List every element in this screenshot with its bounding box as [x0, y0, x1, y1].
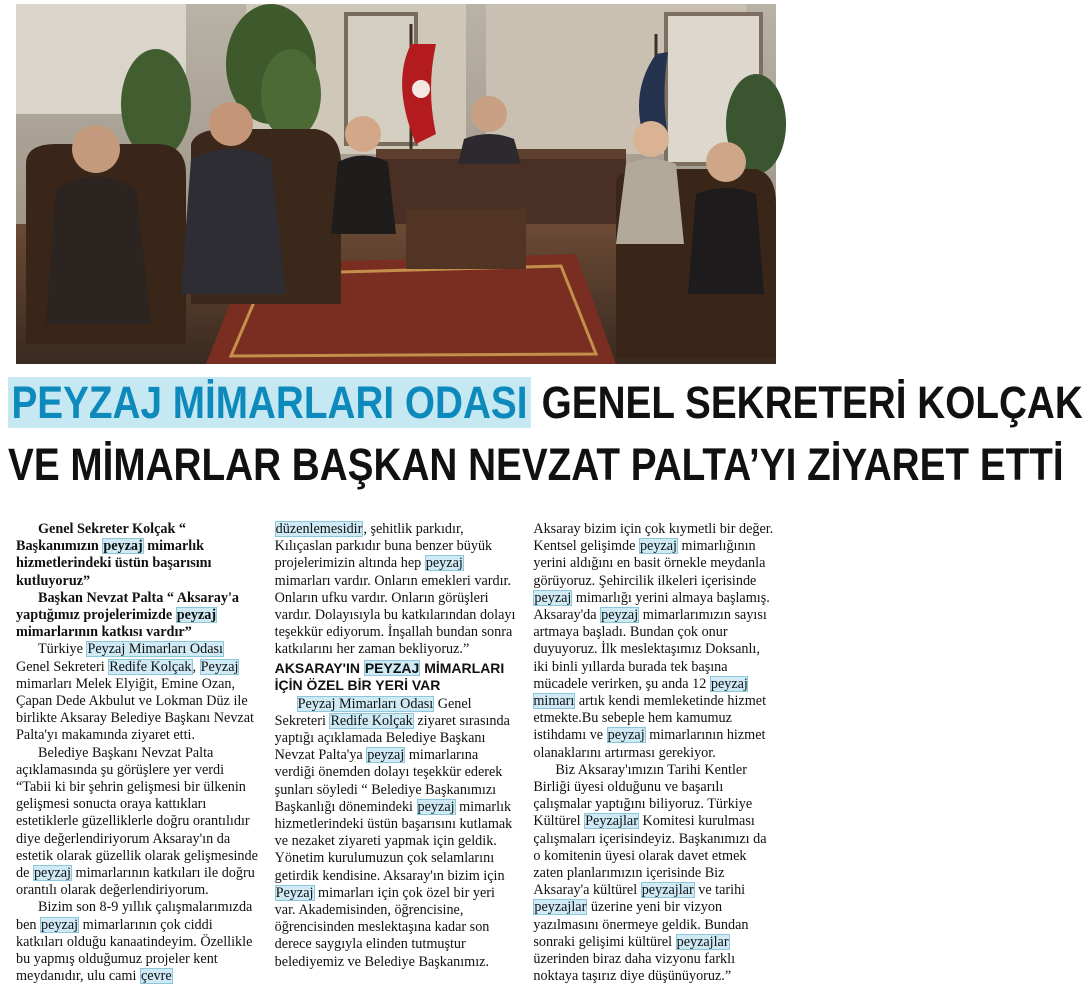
highlight: peyzaj: [367, 747, 405, 764]
highlight: Peyzaj: [275, 884, 314, 901]
text-run: Genel Sekreteri: [16, 658, 109, 675]
lead-quote-1: [16, 521, 259, 590]
highlight: peyzajlar: [676, 933, 729, 950]
text-run: üzerine yeni bir vizyon yazılmasını önermeye geldik. Bundan sonraki gelişimi kültürel: [533, 899, 749, 950]
lead-quote-2: [16, 590, 259, 642]
highlight: düzenlemesidir: [275, 521, 363, 537]
news-photo: [16, 4, 776, 364]
highlight: peyzaj: [425, 555, 463, 572]
text-run: AKSARAY'IN: [274, 659, 364, 676]
text-run: Başkan Nevzat Palta “ Aksaray'a yaptığımız projelerimizde: [16, 589, 239, 624]
column-2: [274, 521, 518, 970]
highlight: peyzajlar: [641, 882, 694, 899]
paragraph: [16, 745, 259, 900]
paragraph: [275, 696, 518, 971]
paragraph: [16, 641, 259, 744]
paragraph: [533, 762, 776, 985]
subheading: [275, 660, 518, 694]
highlight: peyzaj: [176, 607, 217, 624]
headline-line-1: [8, 372, 1083, 434]
text-run: Belediye Başkanı Nevzat Palta açıklamasında şu görüşlere yer verdi “Tabii ki bir şehrin gelişmesi bir ülkenin gelişmesi sonucta oraya kattıkları estetiklerle güzelliklerle doğru orantılıdır diye değerlendiriyorum Aksaray'ın da estetik olarak güzellik olarak gelişmesinde de: [16, 744, 258, 882]
highlight: peyzaj: [607, 727, 645, 744]
highlight: peyzaj: [639, 538, 677, 555]
paragraph: [16, 899, 259, 985]
highlight: çevre: [140, 968, 172, 985]
text-run: mimarlarının hizmet olanaklarını artırması gerekiyor.: [533, 727, 766, 761]
text-run: mimarlarımızın sayısı artmaya başladı. Bundan çok onur duyuyoruz. İlk meslektaşımız Doksanlı, iki binli yıllarda burada tek başına mücadele verirken, şu anda 12: [533, 607, 767, 692]
highlight: Peyzaj Mimarları Odası: [297, 695, 434, 712]
headline-line-1-rest: GENEL SEKRETERİ KOLÇAK: [530, 377, 1083, 428]
text-run: mimarlık hizmetlerindeki üstün başarısını kutluyoruz”: [16, 538, 212, 589]
paragraph: [275, 521, 518, 659]
text-run: , şehitlik parkıdır, Kılıçaslan parkıdır buna benzer büyük projelerimizin altında hep: [274, 521, 493, 572]
text-run: mimarlık hizmetlerindeki üstün başarısını kutlamak ve nezaket ziyareti yapmak için geldik. Yönetim kurulumuzun çok selamlarını getirdik kendisine. Aksaray'ın bizim için: [274, 798, 513, 884]
text-run: ziyaret sırasında yaptığı açıklamada Belediye Başkanı Nevzat Palta'ya: [274, 712, 510, 764]
text-run: artık kendi memleketinde hizmet etmekte.Bu sebeple hem kamumuz istihdamı ve: [533, 693, 767, 744]
highlight: peyzaj mimarı: [533, 675, 748, 710]
text-run: Biz Aksaray'ımızın Tarihi Kentler Birliği üyesi olduğunu ve başarılı çalışmalar yaptığını biliyoruz. Türkiye Kültürel: [533, 761, 753, 830]
highlight: Redife Kolçak: [330, 712, 413, 729]
highlight: peyzaj: [417, 798, 455, 815]
office-meeting-photo: [16, 4, 776, 364]
text-run: mimarlığının yerini aldığını en basit örnekle meydanla görüyoruz. Şehircilik ilkeleri içerisinde: [533, 538, 766, 589]
text-run: Genel Sekreter Kolçak “ Başkanımızın: [16, 521, 187, 555]
column-3: [533, 521, 776, 985]
highlight: Redife Kolçak: [109, 658, 192, 675]
highlight: PEYZAJ: [364, 659, 420, 676]
text-run: Bizim son 8-9 yıllık çalışmalarımızda ben: [16, 899, 253, 933]
highlight: peyzaj: [33, 865, 71, 882]
highlight: Peyzaj: [200, 658, 239, 675]
text-run: Aksaray bizim için çok kıymetli bir değer. Kentsel gelişimde: [533, 521, 774, 555]
text-run: Komitesi kurulması çalışmaları içerisindeyiz. Başkanımızı da o komitenin üyesi olarak davet etmek zaten planlarımızın içerisinde Biz Aksaray'a kültürel: [533, 813, 767, 899]
text-run: MİMARLARI İÇİN ÖZEL BİR YERİ VAR: [274, 659, 505, 693]
text-run: mimarlarına verdiği önemden dolayı teşekkür ederek şunları söyledi “ Belediye Başkanımızı Başkanlığı dönemindeki: [274, 747, 503, 815]
text-run: mimarlarının katkıları ile doğru orantılı olarak değerlendiriyorum.: [16, 865, 255, 899]
text-run: ,: [192, 658, 200, 675]
highlight: peyzaj: [601, 607, 639, 624]
text-run: mimarlarının katkısı vardır”: [16, 624, 192, 641]
paragraph: [533, 521, 776, 762]
highlight: peyzaj: [41, 916, 79, 933]
highlight: Peyzaj Mimarları Odası: [87, 641, 223, 658]
text-run: mimarlığı yerini almaya başlamış. Aksaray'da: [533, 589, 770, 624]
text-run: mimarları vardır. Onların emekleri vardır. Onların ufku vardır. Onların görüşleri vardır. Dolayısıyla bu katkılarından dolayı teşekkür ediyorum. İnşallah bundan sonra katkılarını her zaman bekliyoruz.”: [274, 572, 516, 658]
headline: [8, 372, 1083, 496]
text-run: Genel Sekreteri: [274, 695, 472, 729]
highlight: peyzaj: [534, 589, 572, 606]
headline-highlight: PEYZAJ MİMARLARI ODASI: [8, 377, 531, 428]
highlight: Peyzajlar: [585, 813, 638, 830]
highlight: peyzaj: [103, 538, 143, 555]
text-run: mimarlarının çok ciddi katkıları olduğu kanaatindeyim. Özellikle bu yapmış olduğumuz projeler kent meydanıdır, ulu cami: [16, 916, 253, 985]
highlight: peyzajlar: [534, 899, 587, 916]
headline-line-2: VE MİMARLAR BAŞKAN NEVZAT PALTA’YI ZİYARET ETTİ: [8, 439, 1064, 490]
text-run: ve tarihi: [694, 882, 746, 899]
column-1: [16, 521, 259, 985]
text-run: mimarları Melek Elyiğit, Emine Ozan, Çapan Dede Akbulut ve Lokman Düz ile birlikte Aksaray Belediye Başkanı Nevzat Palta'yı makamında ziyaret etti.: [16, 675, 254, 744]
text-run: Türkiye: [38, 641, 87, 658]
text-run: üzerinden biraz daha vizyonu farklı noktaya taşırız diye düşünüyoruz.”: [533, 951, 736, 985]
text-run: mimarları için çok özel bir yeri var. Akademisinden, öğrencisine, öğrencisinden meslektaşına kadar son derece saygıyla elinden tutmuştur belediyemiz ve Belediye Başkanımız.: [274, 884, 495, 970]
article-body: [16, 521, 776, 985]
